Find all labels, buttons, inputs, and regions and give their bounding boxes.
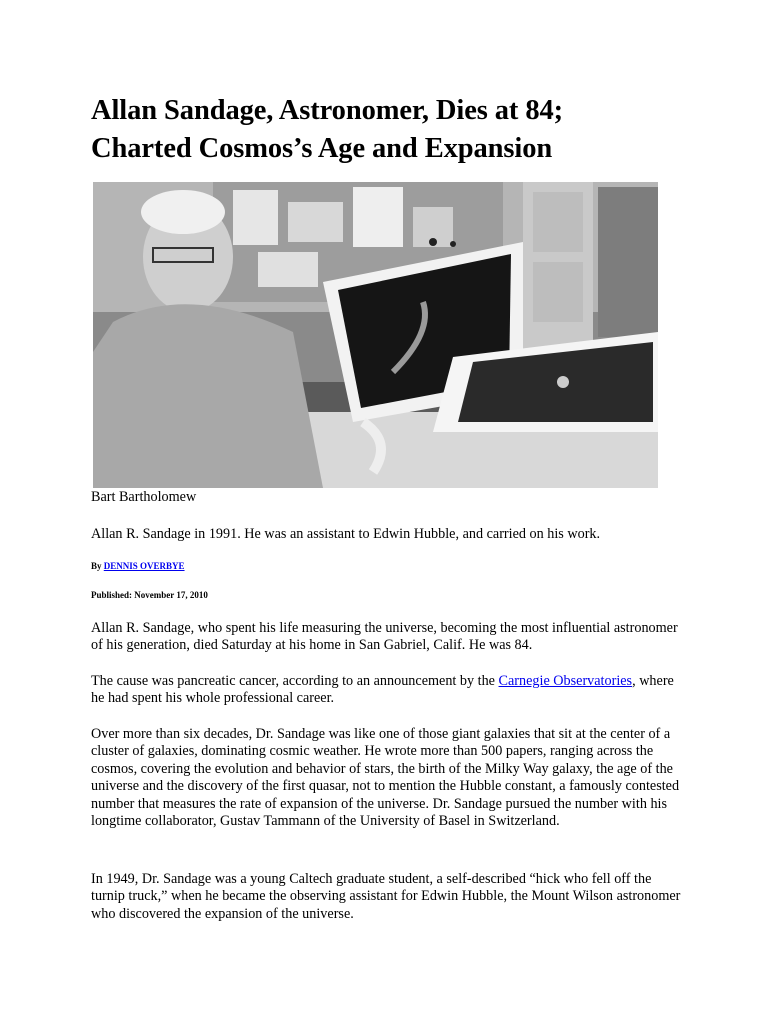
published-date: Published: November 17, 2010 [91, 590, 208, 600]
byline-prefix: By [91, 561, 104, 571]
article-photo [93, 182, 658, 488]
paragraph-1: Allan R. Sandage, who spent his life measuring the universe, becoming the most influential astronomer of his generation, died Saturday at his home in San Gabriel, Calif. He was 84. [91, 620, 678, 654]
headline [91, 92, 691, 168]
paragraph-3: Over more than six decades, Dr. Sandage was like one of those giant galaxies that sit at the center of a cluster of galaxies, dominating cosmic weather. He wrote more than 500 papers, ranging across the cosmos, covering the evolution and behavior of stars, the birth of the Milky Way galaxy, the age of the universe and the discovery of the first quasar, not to mention the Hubble constant, a famously contested number that measures the rate of expansion of the universe. Dr. Sandage pursued the number with his longtime collaborator, Gustav Tammann of the University of Basel in Switzerland. [91, 726, 680, 830]
photo-caption: Allan R. Sandage in 1991. He was an assistant to Edwin Hubble, and carried on his work. [91, 526, 601, 542]
photo-credit: Bart Bartholomew [91, 489, 197, 505]
author-link[interactable]: DENNIS OVERBYE [103, 561, 185, 571]
byline [91, 561, 185, 572]
paragraph-2-text-before: The cause was pancreatic cancer, according to an announcement by the [91, 673, 499, 689]
paragraph-2-text-after: , where he had spent his whole professional career. [91, 673, 674, 707]
headline-line-1: Allan Sandage, Astronomer, Dies at 84; [91, 95, 564, 126]
photo-illustration [93, 182, 658, 488]
paragraph-4: In 1949, Dr. Sandage was a young Caltech graduate student, a self-described “hick who fell off the turnip truck,” when he became the observing assistant for Edwin Hubble, the Mount Wilson astronomer who discovered the expansion of the universe. [91, 871, 681, 922]
headline-line-2: Charted Cosmos’s Age and Expansion [91, 133, 553, 164]
carnegie-observatories-link[interactable]: Carnegie Observatories [498, 673, 633, 689]
paragraph-2 [91, 673, 681, 708]
